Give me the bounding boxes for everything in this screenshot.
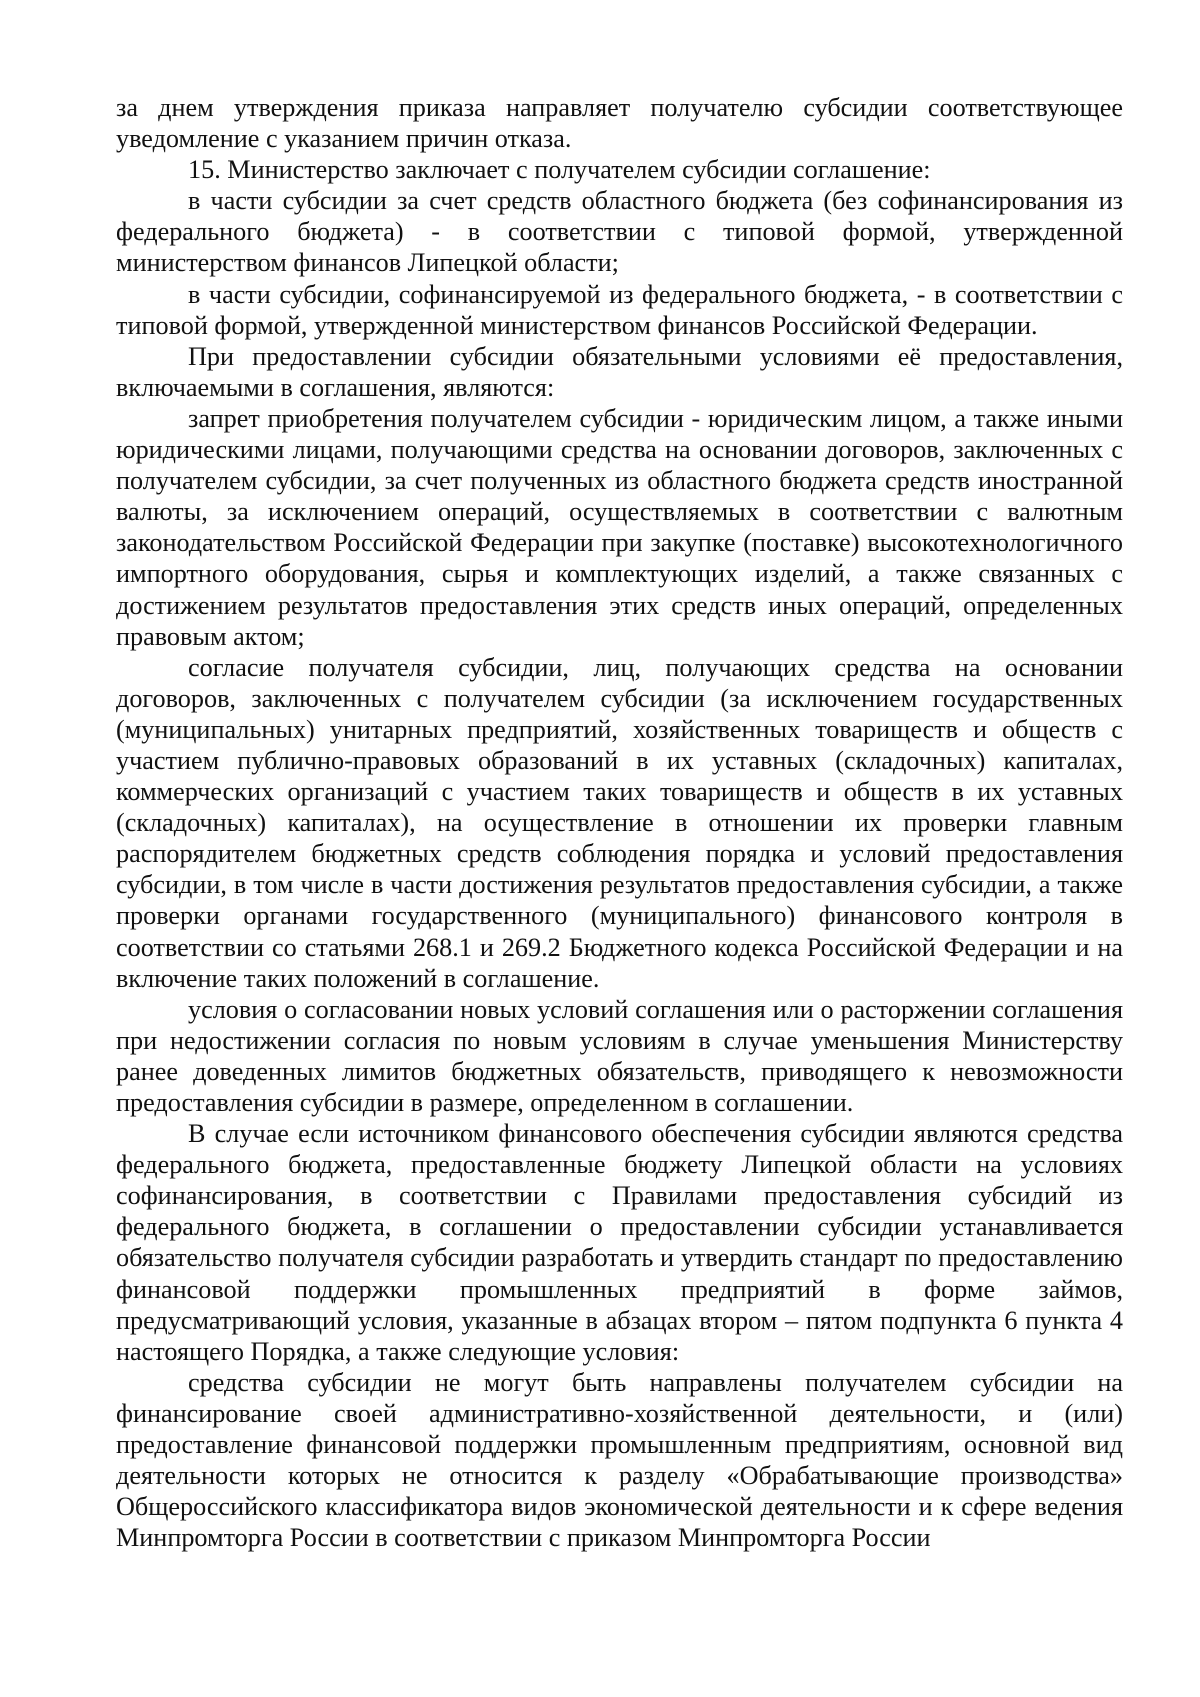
paragraph-7: согласие получателя субсидии, лиц, получающих средства на основании договоров, заключенных с получателем субсидии (за исключением государственных (муниципальных) унитарных предприятий, хозяйственных товариществ и обществ с участием публично-правовых образований в их уставных (складочных) капиталах, коммерческих организаций с участием таких товариществ и обществ в их уставных (складочных) капиталах), на осуществление в отношении их проверки главным распорядителем бюджетных средств соблюдения порядка и условий предоставления субсидии, в том числе в части достижения результатов предоставления субсидии, а также проверки органами государственного (муниципального) финансового контроля в соответствии со статьями 268.1 и 269.2 Бюджетного кодекса Российской Федерации и на включение таких положений в соглашение. [116,652,1123,993]
paragraph-5: При предоставлении субсидии обязательными условиями её предоставления, включаемыми в соглашения, являются: [116,341,1123,402]
paragraph-4: в части субсидии, софинансируемой из федерального бюджета, - в соответствии с типовой формой, утвержденной министерством финансов Российской Федерации. [116,279,1123,340]
paragraph-9: В случае если источником финансового обеспечения субсидии являются средства федерального бюджета, предоставленные бюджету Липецкой области на условиях софинансирования, в соответствии с Правилами предоставления субсидий из федерального бюджета, в соглашении о предоставлении субсидии устанавливается обязательство получателя субсидии разработать и утвердить стандарт по предоставлению финансовой поддержки промышленных предприятий в форме займов, предусматривающий условия, указанные в абзацах втором – пятом подпункта 6 пункта 4 настоящего Порядка, а также следующие условия: [116,1119,1123,1366]
paragraph-8: условия о согласовании новых условий соглашения или о расторжении соглашения при недостижении согласия по новым условиям в случае уменьшения Министерству ранее доведенных лимитов бюджетных обязательств, приводящего к невозможности предоставления субсидии в размере, определенном в соглашении. [116,994,1123,1117]
paragraph-3: в части субсидии за счет средств областного бюджета (без софинансирования из федерального бюджета) - в соответствии с типовой формой, утвержденной министерством финансов Липецкой области; [116,186,1123,278]
document-page [116,92,1123,1553]
paragraph-2: 15. Министерство заключает с получателем субсидии соглашение: [188,155,931,185]
paragraph-6: запрет приобретения получателем субсидии - юридическим лицом, а также иными юридическими лицами, получающими средства на основании договоров, заключенных с получателем субсидии, за счет полученных из областного бюджета средств иностранной валюты, за исключением операций, осуществляемых в соответствии с валютным законодательством Российской Федерации при закупке (поставке) высокотехнологичного импортного оборудования, сырья и комплектующих изделий, а также связанных с достижением результатов предоставления этих средств иных операций, определенных правовым актом; [116,403,1123,651]
paragraph-10: средства субсидии не могут быть направлены получателем субсидии на финансирование своей административно-хозяйственной деятельности, и (или) предоставление финансовой поддержки промышленным предприятиям, основной вид деятельности которых не относится к разделу «Обрабатывающие производства» Общероссийского классификатора видов экономической деятельности и к сфере ведения Минпромторга России в соответствии с приказом Минпромторга России [116,1367,1123,1553]
paragraph-1: за днем утверждения приказа направляет получателю субсидии соответствующее уведомление с указанием причин отказа. [116,93,1123,154]
